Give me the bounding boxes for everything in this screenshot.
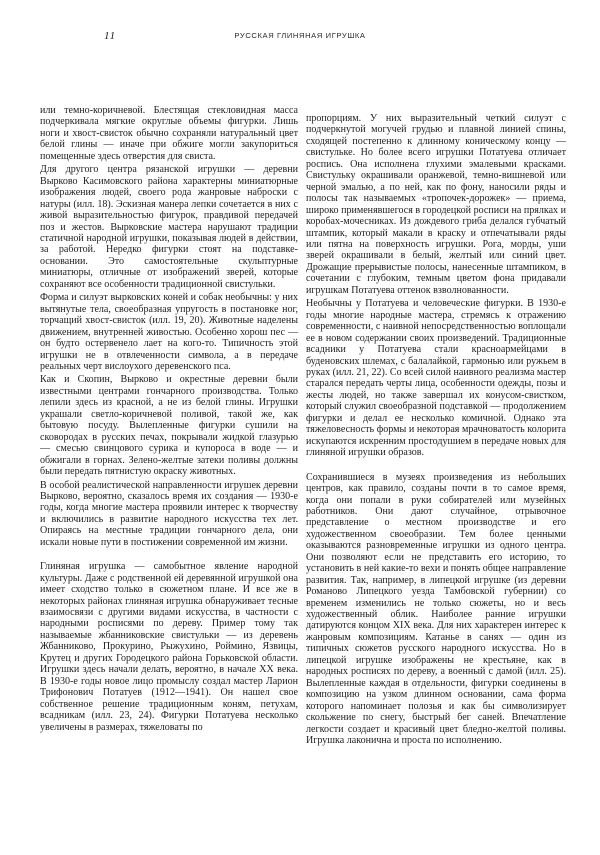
paragraph: Глиняная игрушка — самобытное явление народной культуры. Даже с родственной ей деревянной игрушкой она имеет сходство только в сюжетном плане. И все же в некоторых районах глиняная игрушка обнаруживает тесные взаимосвязи с другими видами искусства, в частности с народными росписями по дереву. Пример тому так называемые жбанниковские свистульки — из деревень Жбанниково, Прокурино, Рыжухино, Роймино, Язвицы, Крутец и других Городецкого района Горьковской области. Игрушки здесь начали делать, вероятно, в начале XX века. В 1930-е годы новое лицо промыслу создал мастер Ларион Трифонович Потатуев (1912—1941). Он нашел свое собственное решение традиционным коням, петухам, всадникам (илл. 23, 24). Фигурки Потатуева несколько увеличены в размерах, тяжеловаты по	[40, 561, 298, 733]
paragraph: В особой реалистической направленности игрушек деревни Вырково, вероятно, сказалось время их создания — 1930-е годы, когда многие мастера проявили интерес к творчеству и включились в развитие народного искусства тех лет. Опираясь на местные традиции гончарного дела, они искали новые пути в постижении современной им жизни.	[40, 479, 298, 548]
page-number: 11	[104, 30, 117, 42]
paragraph: Необычны у Потатуева и человеческие фигурки. В 1930-е годы многие народные мастера, стремясь к отражению современности, с наивной непосредственностью воплощали ее в новом содержании своих произведений. Традиционные всадники у Потатуева стали красноармейцами в буденовских шлемах, с балалайкой, гармонью или ружьем в руках (илл. 21, 22). Со всей силой наивного реализма мастер старался передать черты лица, особенности одежды, позы и жесты людей, но также завершал их конусом-свистком, который служил своеобразной подставкой — продолжением фигурки и делал ее несколько комичной. Однако эта тяжеловесность формы и некоторая мрачноватость колорита искупаются искренним простодушием в передаче новых для глиняной игрушки образов.	[306, 298, 566, 459]
paragraph: пропорциям. У них выразительный четкий силуэт с подчеркнутой могучей грудью и плавной линией спины, сходящей постепенно к длинному коническому концу — свистульке. Но более всего игрушки Потатуева отличает роспись. Она исполнена глухими эмалевыми красками. Свистульку окрашивали оранжевой, темно-вишневой или черной эмалью, а по ней, как по фону, наносили ряды и полосы так называемых «тропочек-дорожек» — приема, широко применявшегося в городецкой росписи на прялках и коробах-мочесниках. Из дождевого гриба делался губчатый штампик, который макали в краску и отпечатывали ряды или пятна на поверхность игрушки. Рога, морды, уши зверей окрашивали в белый, желтый или синий цвет. Дрожащие прерывистые полосы, нанесенные штампиком, в сочетании с глубоким, темным цветом фона придавали игрушкам Потатуева оттенок взволнованности.	[306, 113, 566, 296]
paragraph: или темно-коричневой. Блестящая стекловидная масса подчеркивала мягкие округлые объемы фигурки. Лишь ноги и хвост-свисток обычно сохраняли натуральный цвет белой глины — иначе при обжиге могли закупориться помещенные здесь отверстия для свиста.	[40, 105, 298, 162]
left-column	[40, 105, 298, 733]
page-header	[0, 30, 600, 44]
paragraph: Форма и силуэт вырковских коней и собак необычны: у них вытянутые тела, своеобразная упругость в постановке ног, торчащий хвост-свисток (илл. 19, 20). Животные наделены движением, внутренней живостью. Особенно хорош пес — он будто остервенело лает на кого-то. Типичность этой игрушки не в отвлеченности символа, а в передаче реальных черт вислоухого деревенского пса.	[40, 292, 298, 372]
right-column	[306, 113, 566, 746]
paragraph: Как и Скопин, Вырково и окрестные деревни были известными центрами гончарного производства. Только лепили здесь из красной, а не из белой глины. Игрушки украшали светло-коричневой поливой, такой же, как бытовую посуду. Вылепленные фигурки сушили на сковородах в русских печах, покрывали жидкой глазурью — смесью свинцового сурика и купороса в воде — и обжигали в горнах. Зелено-желтые затеки поливы должны были передать пятнистую окраску животных.	[40, 374, 298, 478]
paragraph: Для другого центра рязанской игрушки — деревни Вырково Касимовского района характерны миниатюрные изображения людей, своего рода жанровые наброски с натуры (илл. 18). Эскизная манера лепки сочетается в них с живой выразительностью фигурок, правдивой передачей поз и жестов. Вырковские мастера нарушают традиции статичной народной игрушки, показывая людей в действии, за работой. Нередко фигурки стоят на подставке-основании. Это самостоятельные скульптурные миниатюры, отличные от изображений зверей, которые сохраняют все особенности традиционной свистульки.	[40, 164, 298, 290]
running-title: РУССКАЯ ГЛИНЯНАЯ ИГРУШКА	[234, 31, 366, 40]
paragraph: Сохранившиеся в музеях произведения из небольших центров, как правило, созданы почти в то самое время, когда они попали в руки собирателей или музейных работников. Они дают случайное, отрывочное представление о местном производстве и его художественном своеобразии. Тем более ценными оказываются разновременные игрушки из одного центра. Они позволяют если не представить его историю, то установить в ней какие-то вехи и понять общее направление развития. Так, например, в липецкой игрушке (из деревни Романово Липецкого уезда Тамбовской губернии) со временем изменились не только сюжеты, но и весь художественный облик. Наиболее ранние игрушки датируются концом XIX века. Для них характерен интерес к жанровым композициям. Катанье в санях — один из типичных сюжетов русского народного искусства. Но в липецкой игрушке изображены не крестьяне, как в народных росписях по дереву, а военный с дамой (илл. 25). Вылепленные каждая в отдельности, фигурки соединены в композицию на узком длинном основании, сама форма которого напоминает полозья и как бы символизирует скольжение по снегу, быстрый бег саней. Впечатление легкости создает и красивый цвет бледно-желтой поливы. Игрушка лаконична и проста по исполнению.	[306, 471, 566, 747]
